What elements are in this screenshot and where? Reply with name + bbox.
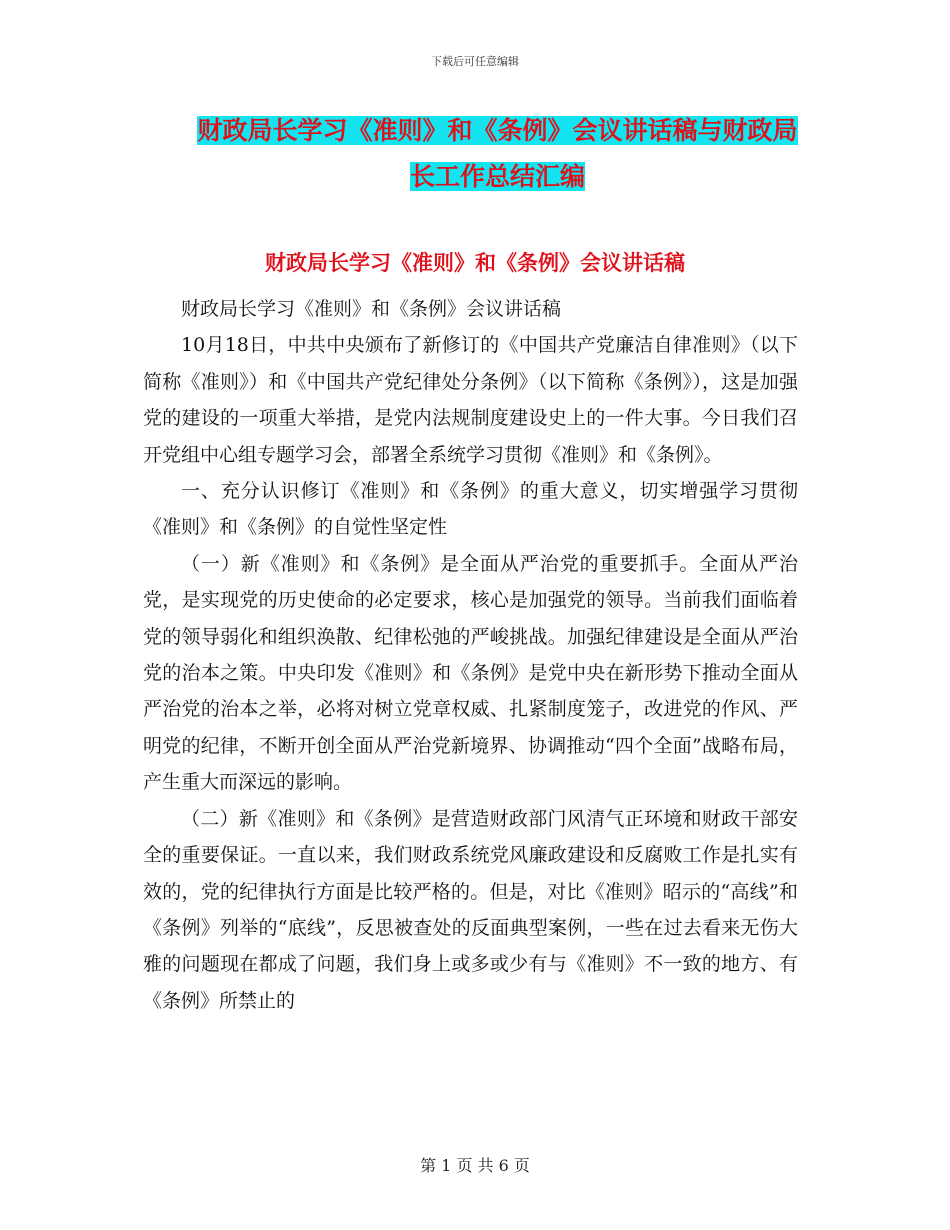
body-text: [143, 291, 798, 1019]
paragraph: 财政局长学习《准则》和《条例》会议讲话稿: [181, 298, 562, 320]
document-title-text: 财政局长学习《准则》和《条例》会议讲话稿与财政局长工作总结汇编: [197, 116, 798, 191]
paragraph: 一、充分认识修订《准则》和《条例》的重大意义，切实增强学习贯彻《准则》和《条例》的自觉性坚定性: [143, 480, 798, 539]
document-title: [190, 108, 805, 200]
section-title: 财政局长学习《准则》和《条例》会议讲话稿: [265, 251, 685, 275]
paragraph: 10月18日，中共中央颁布了新修订的《中国共产党廉洁自律准则》（以下简称《准则》）和《中国共产党纪律处分条例》（以下简称《条例》），这是加强党的建设的一项重大举措，是党内法规制度建设史上的一件大事。今日我们召开党组中心组专题学习会，部署全系统学习贯彻《准则》和《条例》。: [143, 334, 798, 466]
page-header-note: 下载后可任意编辑: [431, 55, 519, 68]
page-number-footer: 第 1 页 共 6 页: [420, 1156, 530, 1175]
paragraph: （二）新《准则》和《条例》是营造财政部门风清气正环境和财政干部安全的重要保证。一直以来，我们财政系统党风廉政建设和反腐败工作是扎实有效的，党的纪律执行方面是比较严格的。但是，对比《准则》昭示的“高线”和《条例》列举的“底线”，反思被查处的反面典型案例，一些在过去看来无伤大雅的问题现在都成了问题，我们身上或多或少有与《准则》不一致的地方、有《条例》所禁止的: [143, 807, 798, 1012]
paragraph: （一）新《准则》和《条例》是全面从严治党的重要抓手。全面从严治党，是实现党的历史使命的必定要求，核心是加强党的领导。当前我们面临着党的领导弱化和组织涣散、纪律松弛的严峻挑战。加强纪律建设是全面从严治党的治本之策。中央印发《准则》和《条例》是党中央在新形势下推动全面从严治党的治本之举，必将对树立党章权威、扎紧制度笼子，改进党的作风、严明党的纪律，不断开创全面从严治党新境界、协调推动“四个全面”战略布局，产生重大而深远的影响。: [143, 552, 798, 794]
